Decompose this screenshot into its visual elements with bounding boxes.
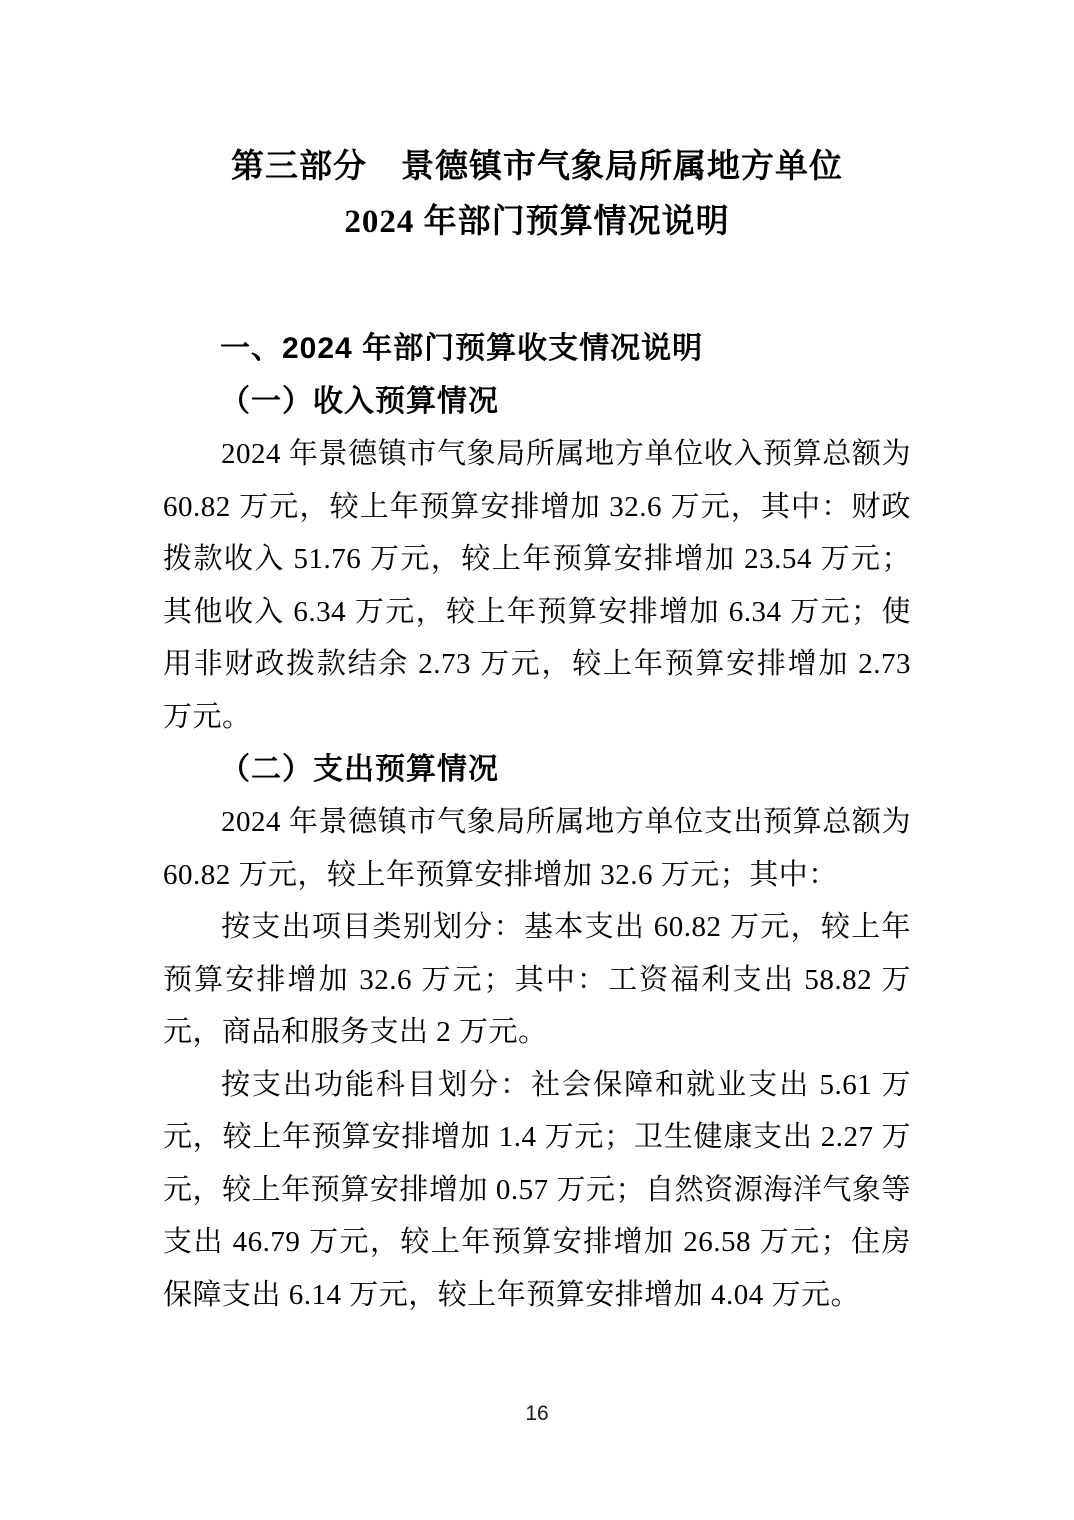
subsection-heading-expenditure-budget: （二）支出预算情况 [220, 753, 499, 786]
paragraph-income-budget: 2024 年景德镇市气象局所属地方单位收入预算总额为 60.82 万元，较上年预算安排增加 32.6 万元，其中：财政拨款收入 51.76 万元，较上年预算安排增加 23.54 万元；其他收入 6.34 万元，较上年预算安排增加 6.34 万元；使用非财政拨款结余 2.73 万元，较上年预算安排增加 2.73 万元。 [163, 438, 911, 733]
section-heading-budget-overview: 一、2024 年部门预算收支情况说明 [220, 332, 704, 365]
document-content [163, 140, 911, 1321]
paragraph-expenditure-by-category: 按支出项目类别划分：基本支出 60.82 万元，较上年预算安排增加 32.6 万元；其中：工资福利支出 58.82 万元，商品和服务支出 2 万元。 [163, 911, 911, 1048]
page-number: 16 [525, 1402, 549, 1425]
paragraph-expenditure-by-function: 按支出功能科目划分：社会保障和就业支出 5.61 万元，较上年预算安排增加 1.4 万元；卫生健康支出 2.27 万元，较上年预算安排增加 0.57 万元；自然资源海洋气象等支出 46.79 万元，较上年预算安排增加 26.58 万元；住房保障支出 6.14 万元，较上年预算安排增加 4.04 万元。 [163, 1068, 911, 1311]
document-title-line1: 第三部分 景德镇市气象局所属地方单位 [231, 149, 843, 185]
paragraph-expenditure-total: 2024 年景德镇市气象局所属地方单位支出预算总额为 60.82 万元，较上年预算安排增加 32.6 万元；其中： [163, 806, 911, 891]
subsection-heading-income-budget: （一）收入预算情况 [220, 385, 499, 418]
document-title-line2: 2024 年部门预算情况说明 [344, 204, 730, 240]
